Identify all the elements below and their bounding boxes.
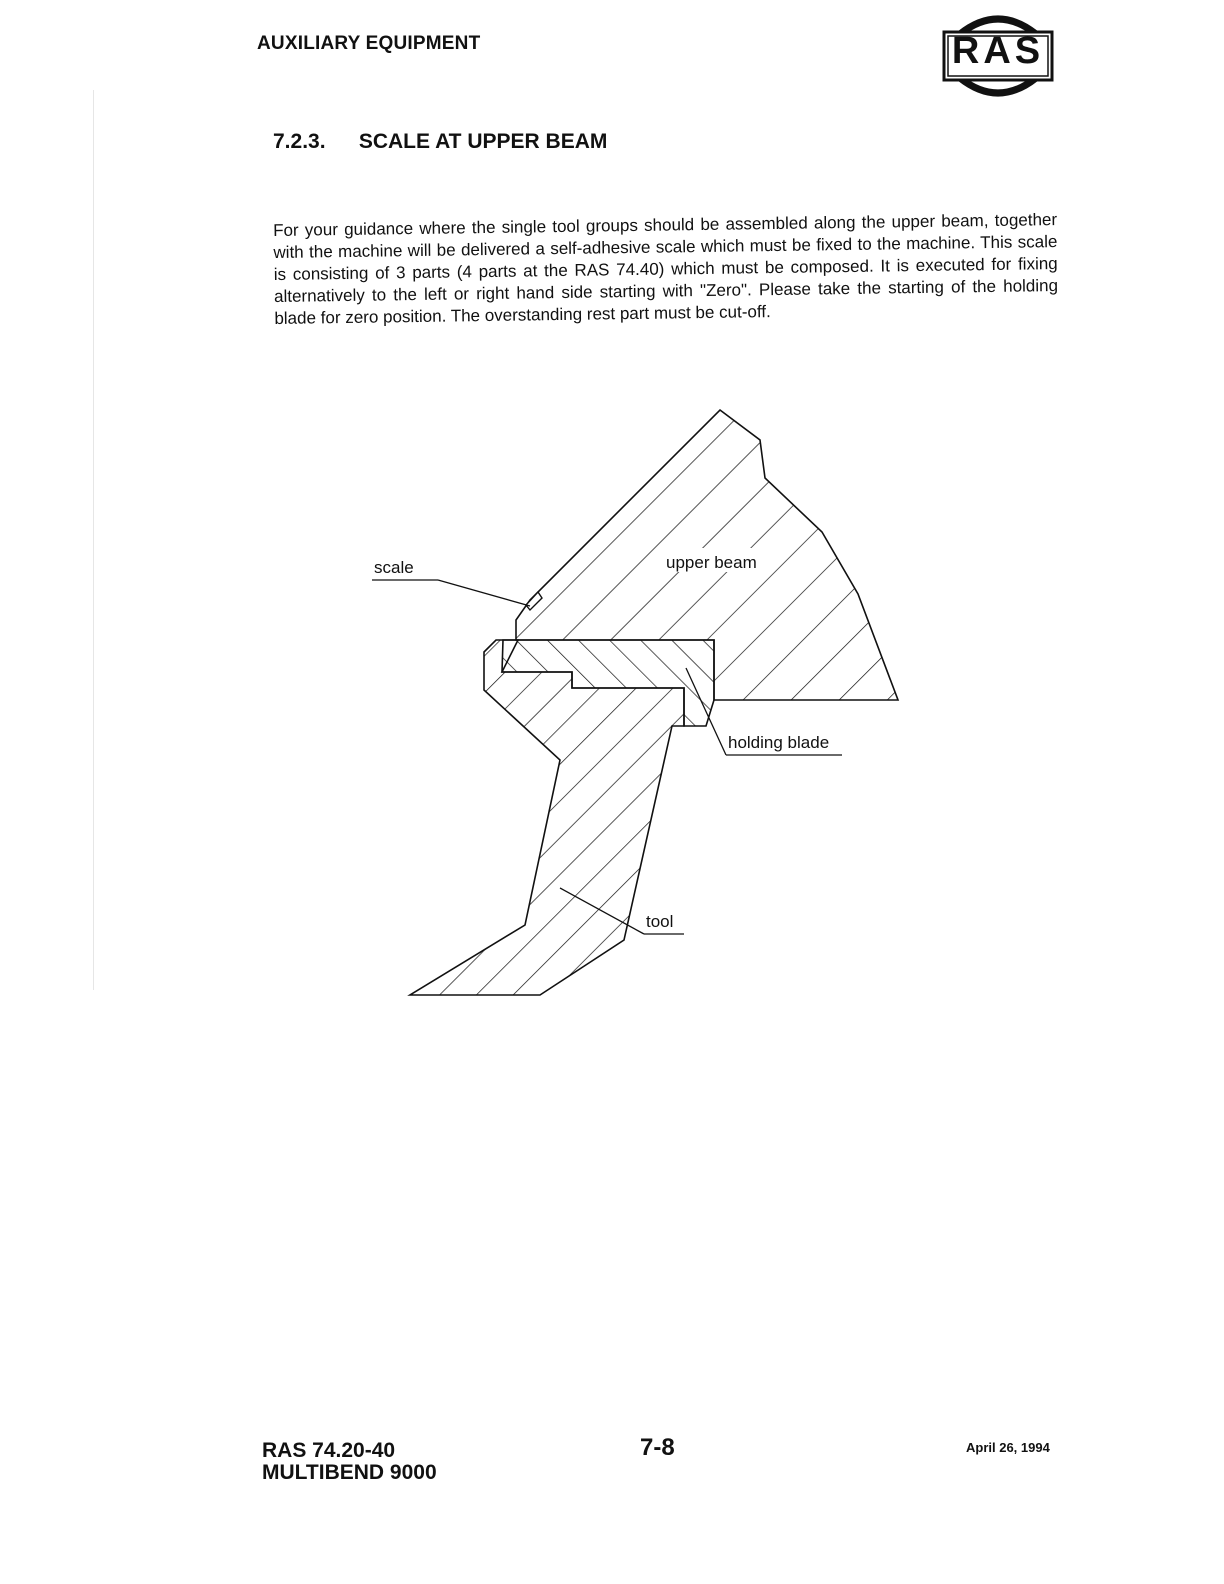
section-heading <box>273 130 607 154</box>
section-number: 7.2.3. <box>273 130 326 153</box>
footer-page-number: 7-8 <box>640 1434 675 1461</box>
label-tool: tool <box>646 912 674 931</box>
scale-diagram <box>360 400 920 1020</box>
footer-model <box>262 1440 437 1484</box>
label-holding-blade: holding blade <box>728 733 830 752</box>
label-upper-beam: upper beam <box>666 553 757 572</box>
ras-gear-logo-icon <box>938 12 1058 102</box>
footer-date: April 26, 1994 <box>966 1440 1050 1455</box>
scale-leader-diagonal <box>438 580 530 606</box>
scan-margin-line <box>93 90 94 990</box>
section-title: SCALE AT UPPER BEAM <box>358 130 608 153</box>
body-paragraph: For your guidance where the single tool groups should be assembled along the upper beam, together with the machine will be delivered a self-adhesive scale which must be fixed to the machine. This scale is consisting of 3 parts (4 parts at the RAS 74.40) which must be composed. It is executed for fixing alternatively to the left or right hand side starting with "Zero". Please take the starting of the holding blade for zero position. The overstanding rest part must be cut-off. <box>273 210 1059 328</box>
footer-model-line1: RAS 74.20-40 <box>262 1439 396 1462</box>
header-section-title: AUXILIARY EQUIPMENT <box>257 33 481 54</box>
tool-shape <box>410 640 684 995</box>
logo-text: RAS <box>951 30 1045 72</box>
label-scale: scale <box>374 558 414 577</box>
footer-model-line2: MULTIBEND 9000 <box>262 1461 437 1484</box>
